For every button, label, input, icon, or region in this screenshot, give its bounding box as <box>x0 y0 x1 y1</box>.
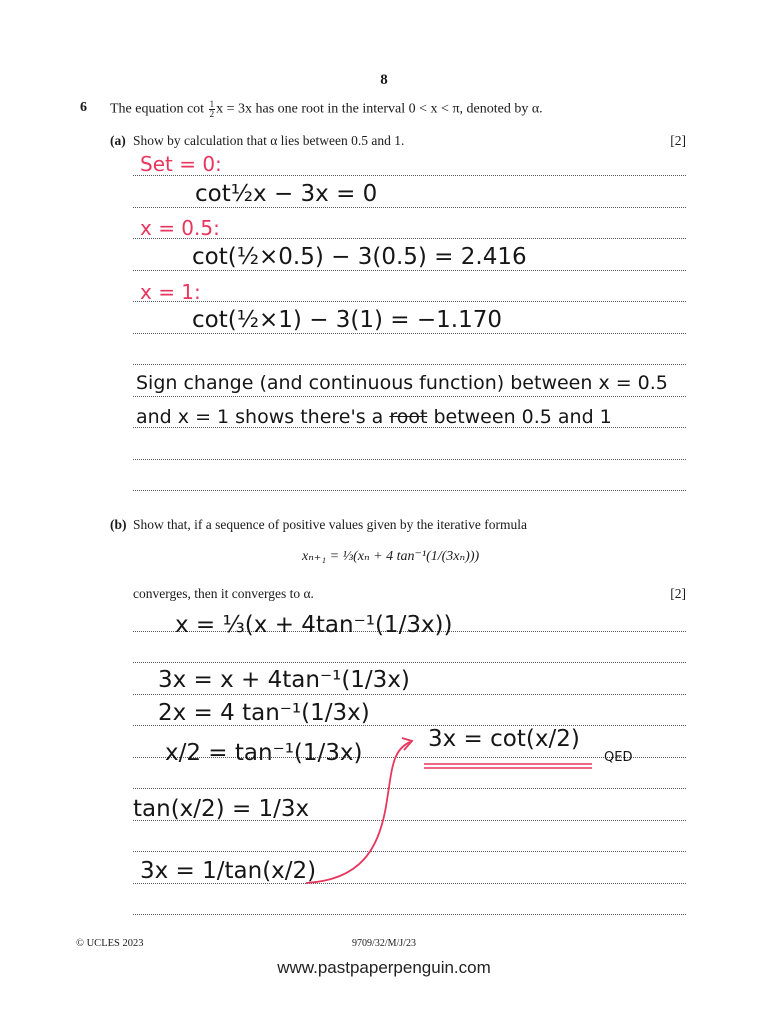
part-b-label: (b) <box>110 517 127 532</box>
part-a-label: (a) <box>110 133 126 148</box>
hw-conclusion-2: and x = 1 shows there's a root between 0.5 and 1 <box>136 406 612 428</box>
page-number: 8 <box>380 72 388 88</box>
hw-b-result: 3x = cot(x/2) <box>428 726 580 752</box>
question-text-after: x = 3x has one root in the interval 0 < x < π, denoted by α. <box>216 101 543 117</box>
hw-qed: QED <box>604 750 633 765</box>
answer-line <box>133 459 686 460</box>
hw-b-line-6: 3x = 1/tan(x/2) <box>140 858 317 884</box>
hw-b-line-1: x = ⅓(x + 4tan⁻¹(1/3x)) <box>175 612 453 638</box>
answer-line <box>133 851 686 852</box>
hw-eval-half: cot(½×0.5) − 3(0.5) = 2.416 <box>192 244 527 270</box>
answer-line <box>133 694 686 695</box>
hw-struck-word: root <box>389 406 428 428</box>
iterative-formula: xₙ₊₁ = ⅓(xₙ + 4 tan⁻¹(1/(3xₙ))) <box>302 549 480 564</box>
answer-line <box>133 914 686 915</box>
answer-line <box>133 207 686 208</box>
half-numerator: 1 <box>209 99 215 109</box>
question-text-before: The equation cot <box>110 101 208 117</box>
hw-b-line-3: 2x = 4 tan⁻¹(1/3x) <box>158 700 370 726</box>
half-fraction <box>209 100 216 119</box>
hw-b-line-2: 3x = x + 4tan⁻¹(1/3x) <box>158 667 410 693</box>
hw-set-zero: Set = 0: <box>140 152 222 176</box>
question-number: 6 <box>80 100 87 115</box>
hw-conclusion-1: Sign change (and continuous function) between x = 0.5 <box>136 372 668 394</box>
part-b-prompt: Show that, if a sequence of positive values given by the iterative formula <box>133 517 528 532</box>
part-b-prompt-2: converges, then it converges to α. <box>133 586 314 601</box>
red-arrowhead <box>402 738 412 750</box>
watermark: www.pastpaperpenguin.com <box>277 958 491 977</box>
part-b-marks: [2] <box>670 586 686 601</box>
answer-line <box>133 788 686 789</box>
half-denominator: 2 <box>209 109 215 119</box>
hw-equation: cot½x − 3x = 0 <box>195 181 378 207</box>
hw-x-one: x = 1: <box>140 280 201 304</box>
answer-line <box>133 396 686 397</box>
answer-line <box>133 333 686 334</box>
hw-b-line-4: x/2 = tan⁻¹(1/3x) <box>165 740 363 766</box>
part-a-prompt: Show by calculation that α lies between 0.5 and 1. <box>133 133 405 148</box>
answer-line <box>133 301 686 302</box>
answer-line <box>133 364 686 365</box>
answer-line <box>133 662 686 663</box>
copyright: © UCLES 2023 <box>76 938 144 949</box>
answer-line <box>133 270 686 271</box>
hw-b-line-5: tan(x/2) = 1/3x <box>133 796 310 822</box>
paper-code: 9709/32/M/J/23 <box>352 938 416 949</box>
part-a-marks: [2] <box>670 133 686 148</box>
answer-line <box>133 490 686 491</box>
hw-eval-one: cot(½×1) − 3(1) = −1.170 <box>192 307 502 333</box>
question-text <box>110 100 543 119</box>
hw-x-half: x = 0.5: <box>140 216 220 240</box>
